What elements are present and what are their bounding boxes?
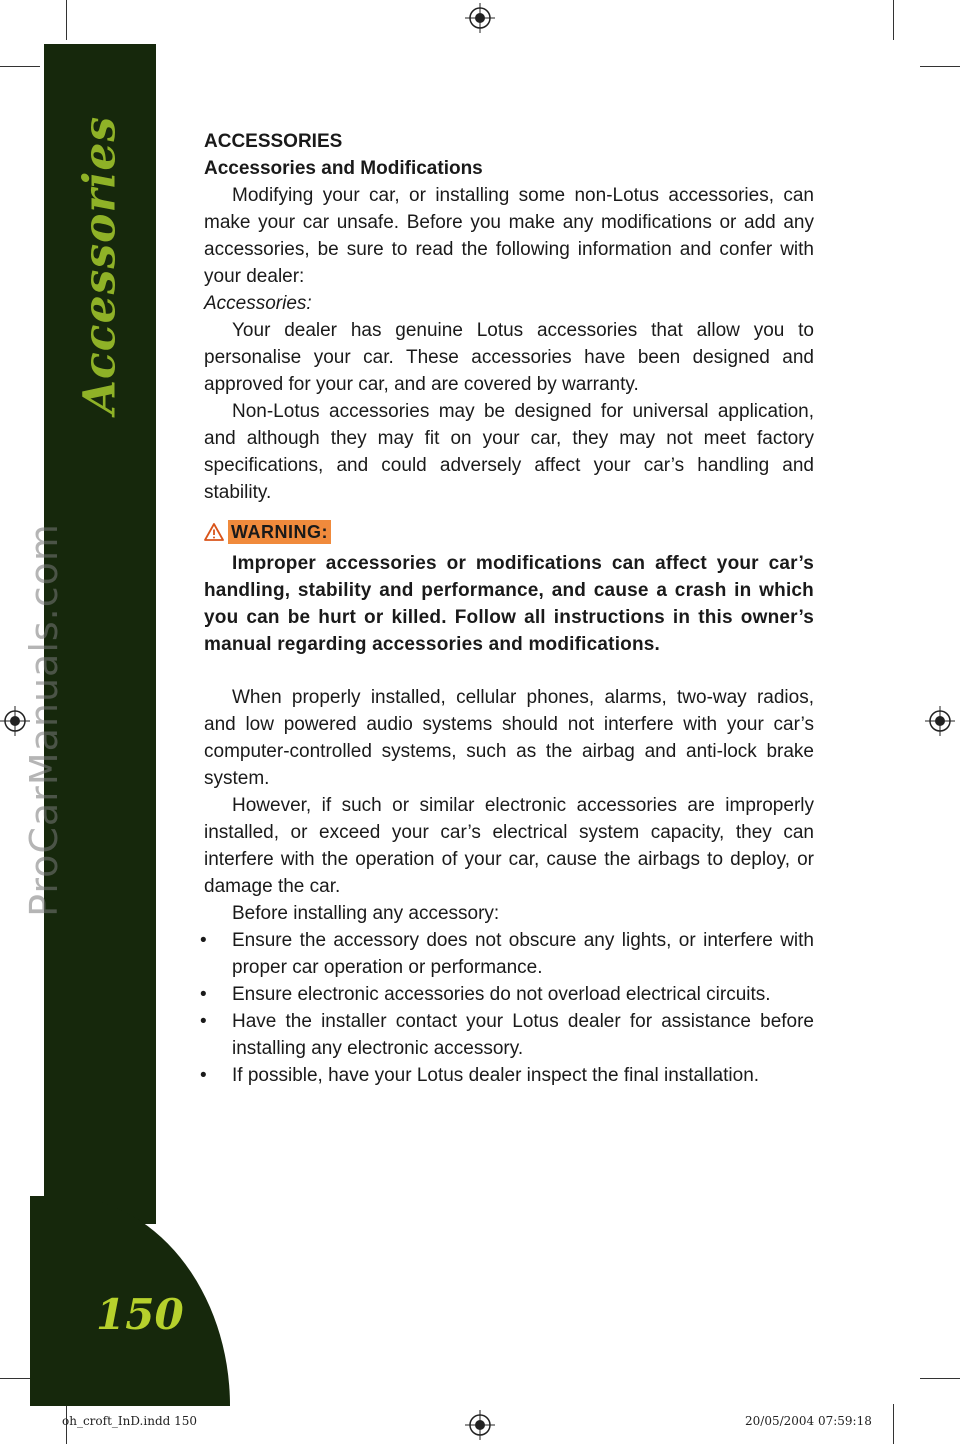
warning-label [204,520,331,544]
list-item: • Have the installer contact your Lotus dealer for assistance before installing any electronic accessory. [174,1008,814,1062]
registration-mark-icon [465,3,495,33]
warning-paragraph: Improper accessories or modifications can affect your car’s handling, stability and performance, and cause a crash in which you can be hurt or killed. Follow all instructions in this owner’s manual regarding accessories and modifications. [204,553,814,655]
warning-text-label: WARNING: [228,520,331,544]
list-item: • Ensure electronic accessories do not overload electrical circuits. [174,981,814,1008]
page-heading: ACCESSORIES [204,131,343,152]
watermark: ProCarManuals.com [22,523,66,917]
intro-paragraph: Modifying your car, or installing some non-Lotus accessories, can make your car unsafe. Before you make any modifications or add any accessories, be sure to read the following information and confer with your dealer: [204,185,814,287]
list-item: • Ensure the accessory does not obscure any lights, or interfere with proper car operation or performance. [174,927,814,981]
crop-mark [66,0,67,40]
crop-mark [920,66,960,67]
crop-mark [893,1404,894,1444]
section-heading: Accessories and Modifications [204,158,483,179]
file-info: oh_croft_InD.indd 150 [62,1414,198,1428]
accessories-label: Accessories: [204,293,312,314]
timestamp: 20/05/2004 07:59:18 [745,1414,872,1428]
registration-mark-icon [925,706,955,736]
page-number: 150 [96,1290,184,1339]
warning-triangle-icon [204,522,224,542]
list-item: • If possible, have your Lotus dealer inspect the final installation. [174,1062,814,1089]
section-title: Accessories [74,115,126,415]
crop-mark [920,1378,960,1379]
main-content [204,128,814,1089]
accessories-paragraph: Your dealer has genuine Lotus accessories that allow you to personalise your car. These accessories have been designed and approved for your car, and are covered by warranty. [204,320,814,395]
crop-mark [893,0,894,40]
electronics-paragraph: However, if such or similar electronic accessories are improperly installed, or exceed your car’s electrical system capacity, they can interfere with the operation of your car, cause the airbags to deploy, or damage the car. [204,795,814,897]
bullet-list [174,927,814,1089]
registration-mark-icon [465,1410,495,1440]
accessories-paragraph: Non-Lotus accessories may be designed for universal application, and although they may fit on your car, they may not meet factory specifications, and could adversely affect your car’s handling and stability. [204,401,814,503]
before-installing: Before installing any accessory: [232,903,500,924]
crop-mark [0,66,40,67]
electronics-paragraph: When properly installed, cellular phones, alarms, two-way radios, and low powered audio systems should not interfere with your car’s computer-controlled systems, such as the airbag and anti-lock brake system. [204,687,814,789]
